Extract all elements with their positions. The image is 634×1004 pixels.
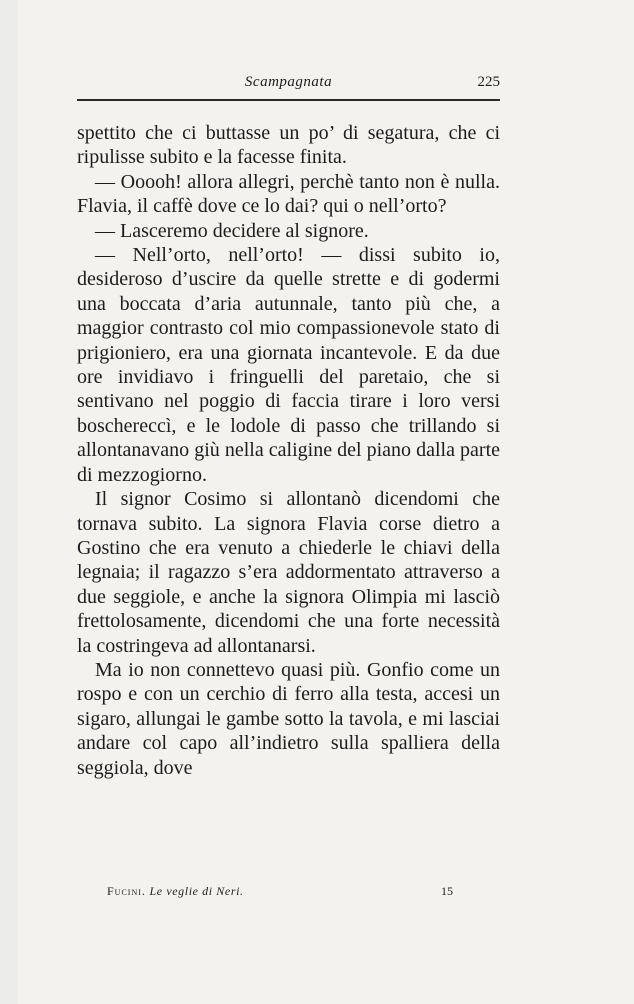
- paragraph: spettito che ci buttasse un po’ di segatura, che ci ripulisse subito e la facesse finita.: [77, 122, 500, 169]
- header-rule: [77, 99, 500, 101]
- paragraph: Ma io non connettevo quasi più. Gonfio come un rospo e con un cerchio di ferro alla testa, accesi un sigaro, allungai le gambe sotto la tavola, e mi lasciai andare col capo all’indietro sulla spalliera della seggiola, dove: [77, 658, 500, 779]
- paragraph: — Lasceremo decidere al signore.: [95, 219, 369, 242]
- footer-author: Fucini.: [107, 884, 146, 898]
- signature-mark: [107, 884, 244, 899]
- paragraph: — Nell’orto, nell’orto! — dissi subito io, desideroso d’uscire da quelle strette e di godermi una boccata d’aria autunnale, tanto più che, a maggior contrasto col mio compassionevole stato di prigioniero, era una giornata incantevole. E da due ore invidiavo i fringuelli del paretaio, che si sentivano nel poggio di faccia tirare i loro versi boschereccì, e le lodole di passo che trillando si allontanavano giù nella caligine del piano dalla parte di mezzogiorno.: [77, 244, 500, 486]
- body-text: [77, 121, 500, 780]
- paragraph: — Ooooh! allora allegri, perchè tanto non è nulla. Flavia, il caffè dove ce lo dai? qui o nell’orto?: [77, 170, 500, 218]
- signature-number: 15: [441, 884, 453, 898]
- scan-edge: [0, 0, 18, 1004]
- paragraph: Il signor Cosimo si allontanò dicendomi che tornava subito. La signora Flavia corse dietro a Gostino che era venuto a chiederle le chiavi della legnaia; il ragazzo s’era addormentato attraverso a due seggiole, e anche la signora Olimpia mi lasciò frettolosamente, dicendomi che una forte necessità la costringeva ad allontanarsi.: [77, 488, 500, 657]
- page-footer: [77, 884, 500, 904]
- footer-work: Le veglie di Neri.: [149, 884, 244, 898]
- page-header: [77, 74, 500, 96]
- page-number: 225: [477, 74, 500, 90]
- running-title: Scampagnata: [244, 74, 333, 90]
